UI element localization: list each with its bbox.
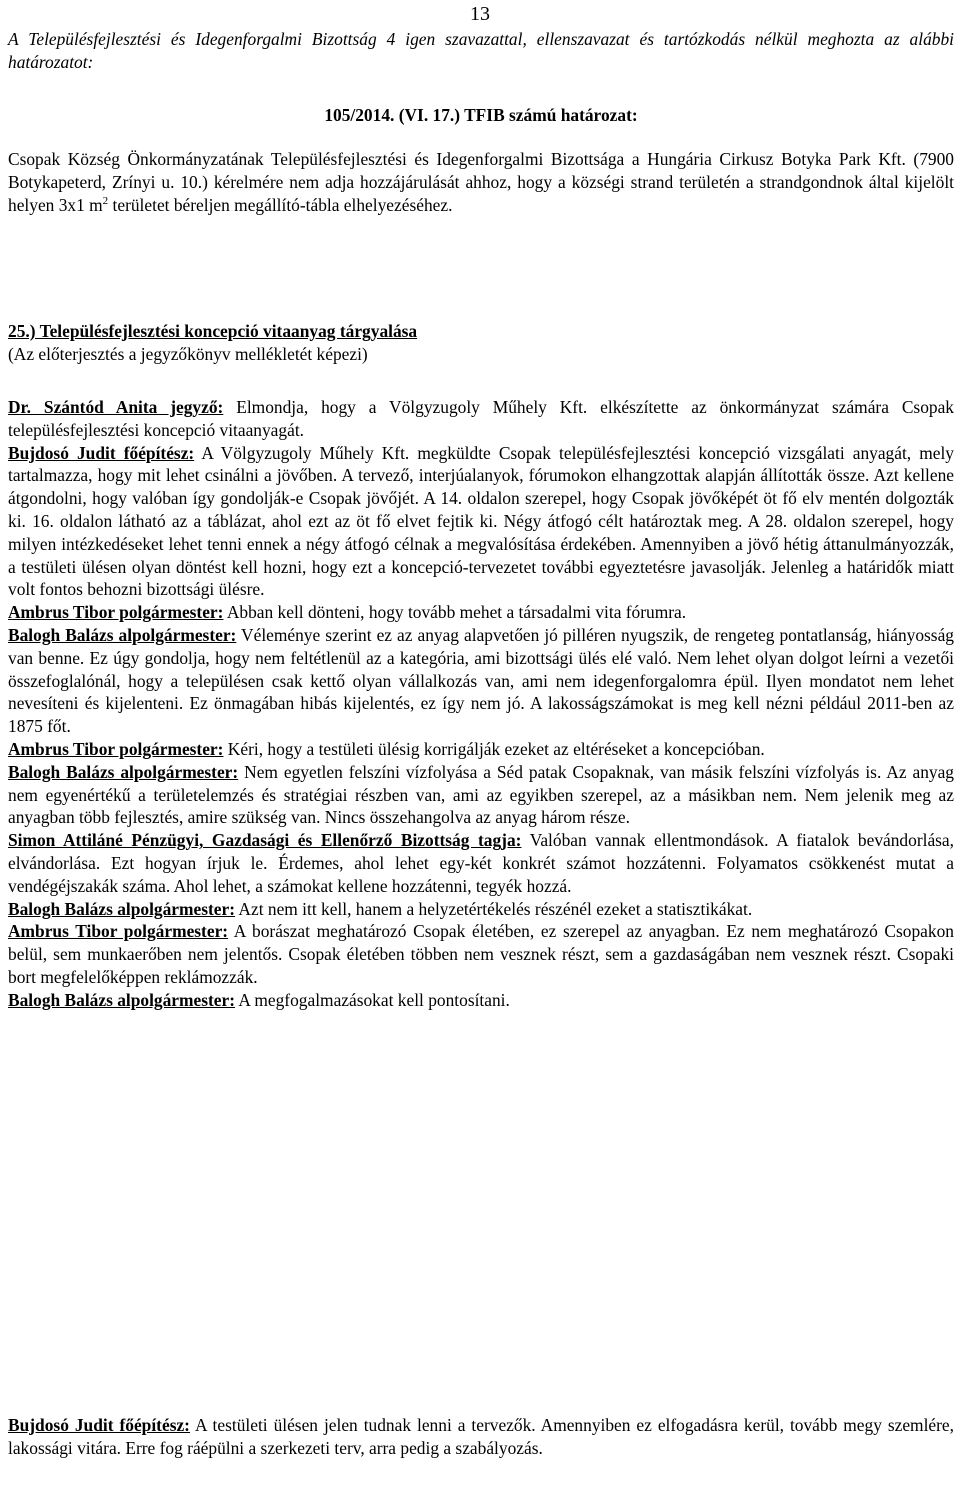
- speaker-name: Balogh Balázs alpolgármester:: [8, 898, 236, 919]
- final-block: [8, 1414, 954, 1460]
- speaker-name: Balogh Balázs alpolgármester:: [8, 761, 239, 782]
- speaker-name: Dr. Szántód Anita jegyző:: [8, 397, 224, 417]
- speaker-name: Balogh Balázs alpolgármester:: [8, 624, 237, 645]
- agenda-block: [8, 320, 954, 366]
- speaker-paragraph: [8, 829, 954, 897]
- speech-text: A megfogalmazásokat kell pontosítani.: [235, 989, 510, 1010]
- speaker-paragraph: [8, 989, 954, 1012]
- speaker-paragraph: [8, 624, 954, 738]
- resolution-body-block: [8, 148, 954, 216]
- resolution-title-block: [8, 104, 954, 127]
- speech-text: A Völgyzugoly Műhely Kft. megküldte Csopak településfejlesztési koncepció vizsgálati anyagát, mely tartalmazza, hogy mit lehet csinálni a jövőben. A tervező, interjúalanyok, fórumokon elhangzottak alapján állították össze. Azt kellene átgondolni, hogy valóban így gondolják-e Csopak jövőjét. A 14. oldalon szerepel, hogy Csopak jövőképét öt fő elv mentén dolgozták ki. 16. oldalon látható az a táblázat, ahol ezt az öt fő elvet fejtik ki. Négy átfogó célt határoztak meg. A 28. oldalon szerepel, hogy milyen intézkedéseket lehet tenni ennek a négy átfogó célnak a megvalósítása érdekében. Amennyiben a jövő hétig áttanulmányozzák, a testületi ülésen olyan döntést kell hozni, hogy ezt a koncepció-tervezetet további egyeztetésre javasolják. Jelenleg a határidők miatt volt fontos behozni bizottsági ülésre.: [8, 442, 954, 600]
- page-number: 13: [470, 3, 490, 25]
- agenda-note: (Az előterjesztés a jegyzőkönyv mellékletét képezi): [8, 343, 368, 364]
- resolution-title: 105/2014. (VI. 17.) TFIB számú határozat:: [324, 105, 638, 125]
- speaker-name: Ambrus Tibor polgármester:: [8, 602, 224, 623]
- speech-text: Elmondja, hogy a Völgyzugoly Műhely Kft. elkészítette az önkormányzat számára Csopak településfejlesztési koncepció vitaanyagát.: [8, 397, 954, 440]
- speech-text: A testületi ülésen jelen tudnak lenni a tervezők. Amennyiben ez elfogadásra kerül, tovább megy szemlére, lakossági vitára. Erre fog ráépülni a szerkezeti terv, arra pedig a szabályozás.: [8, 1415, 954, 1458]
- speaker-paragraph: [8, 442, 954, 602]
- speaker-name: Balogh Balázs alpolgármester:: [8, 989, 236, 1010]
- speaker-name: Bujdosó Judit főépítész:: [8, 1415, 190, 1435]
- intro-block: [8, 28, 954, 74]
- final-paragraph: [8, 1414, 954, 1460]
- speaker-paragraph: [8, 898, 954, 921]
- speaker-name: Simon Attiláné Pénzügyi, Gazdasági és Ellenőrző Bizottság tagja:: [8, 830, 522, 851]
- speech-text: A borászat meghatározó Csopak életében, ez szerepel az anyagban. Ez nem meghatározó Csopakon belül, sem munkaerőben nem jelentős. Csopak életében többen nem vesznek részt, sem a gazdaságában nem vesznek részt. Csopaki bort megfelelőképpen reklámozzák.: [8, 921, 954, 987]
- speaker-paragraph: [8, 738, 954, 761]
- speaker-paragraph: [8, 601, 954, 624]
- agenda-title: 25.) Településfejlesztési koncepció vitaanyag tárgyalása: [8, 321, 418, 341]
- resolution-body: [8, 148, 954, 216]
- speaker-paragraph: [8, 761, 954, 829]
- speaker-name: Ambrus Tibor polgármester:: [8, 921, 229, 942]
- speech-text: Azt nem itt kell, hanem a helyzetértékelés részénél ezeket a statisztikákat.: [235, 898, 753, 919]
- intro-text: A Településfejlesztési és Idegenforgalmi Bizottság 4 igen szavazattal, ellenszavazat és tartózkodás nélkül meghozta az alábbi határozatot:: [8, 29, 954, 72]
- resolution-body-part2: területet béreljen megállító-tábla elhelyezéséhez.: [108, 194, 453, 215]
- speech-text: Abban kell dönteni, hogy tovább mehet a társadalmi vita fórumra.: [223, 602, 687, 623]
- speech-text: Kéri, hogy a testületi ülésig korrigálják ezeket az eltéréseket a koncepcióban.: [223, 738, 765, 759]
- speaker-name: Bujdosó Judit főépítész:: [8, 442, 195, 463]
- discussion-block: [8, 396, 954, 1012]
- speech-text: Nem egyetlen felszíni vízfolyása a Séd patak Csopaknak, van másik felszíni vízfolyás is. Az anyag nem egyenértékű a területelemzés és stratégiai részben van, ami az egyikben szerepel, az a másikban nem. Nem jelenik meg az anyagban több fejlesztés, amire szükség van. Nincs összehangolva az anyag három része.: [8, 761, 954, 828]
- speaker-paragraph: [8, 920, 954, 988]
- speaker-name: Ambrus Tibor polgármester:: [8, 738, 224, 759]
- superscript-two: 2: [102, 194, 109, 207]
- speech-text: Valóban vannak ellentmondások. A fiatalok bevándorlása, elvándorlása. Ezt hogyan írjuk le. Érdemes, ahol lehet egy-két konkrét számot hozzátenni. Folyamatos csökkenést mutat a vendégéjszakák száma. Ahol lehet, a számokat kellene hozzátenni, tegyék hozzá.: [8, 830, 954, 896]
- speaker-paragraph: [8, 396, 954, 442]
- speech-text: Véleménye szerint ez az anyag alapvetően jó pilléren nyugszik, de rengeteg pontatlanság, hiányosság van benne. Ez úgy gondolja, hogy nem feltétlenül az a kategória, ami bizottsági ülés elé való. Nem lehet olyan dolgot leírni a vezetői összefoglalónál, hogy a településen csak kettő olyan vállalkozás van, ami nem idegenforgalomra épül. Ilyen mondatot nem lehet nevesíteni és kijelenteni. Ez önmagában hibás kijelentés, ez így nem jó. A lakosságszámokat is meg kell nézni például 2011-ben az 1875 főt.: [8, 624, 954, 737]
- resolution-body-part1: Csopak Község Önkormányzatának Településfejlesztési és Idegenforgalmi Bizottsága a Hungária Cirkusz Botyka Park Kft. (7900 Botykapeterd, Zrínyi u. 10.) kérelmére nem adja hozzájárulását ahhoz, hogy a községi strand területén a strandgondnok által kijelölt helyen 3x1 m: [8, 149, 954, 215]
